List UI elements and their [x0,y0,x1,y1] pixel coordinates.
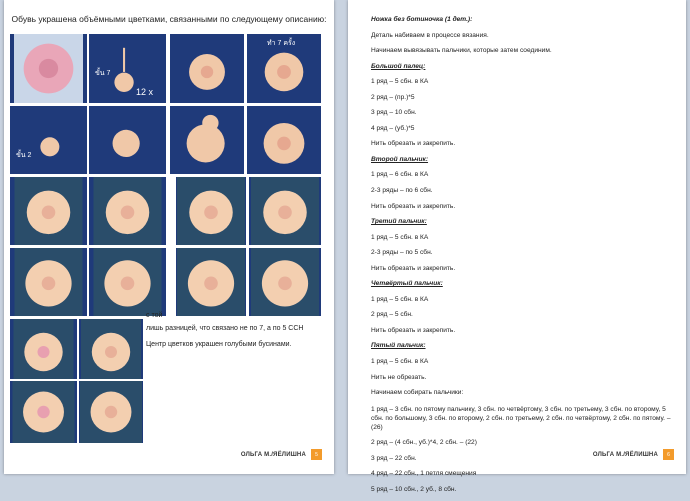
instructions-text [371,16,679,501]
section-heading: Второй пальчик: [371,155,429,163]
crochet-photo-15 [176,248,246,316]
instruction-line: 1 ряд – 5 сбн. в КА [371,78,429,86]
crochet-photo-18 [79,319,143,379]
instruction-line: 1 ряд – 5 сбн. в КА [371,358,429,366]
crochet-photo-7 [170,106,244,174]
instruction-line: 2 ряд – (пр.)*5 [371,93,415,101]
crochet-photo-9 [10,177,87,245]
photo-label: ทำ 7 ครั้ง [267,40,296,47]
photo-label: ขั้น 2 [16,152,32,159]
instruction-line: Нить обрезать и закрепить. [371,140,456,148]
instruction-line: 2 ряд – 5 сбн. [371,311,413,319]
instruction-line: 3 ряд – 10 сбн. [371,109,417,117]
instruction-line: 2-3 ряды – по 6 сбн. [371,187,433,195]
instruction-line: 4 ряд – 22 сбн., 1 петля смещения [371,470,477,478]
crochet-photo-12 [249,177,321,245]
instruction-line: 3 ряд – 22 сбн. [371,454,417,462]
crochet-photo-17 [10,319,77,379]
crochet-photo-13 [10,248,87,316]
crochet-photo-6 [89,106,166,174]
instruction-line: Начинаем вывязывать пальчики, которые затем соединим. [371,47,552,55]
crochet-photo-16 [249,248,321,316]
crochet-photo-2 [89,34,166,103]
instruction-line: 1 ряд – 3 сбн. по пятому пальчику, 3 сбн. по четвёртому, 3 сбн. по третьему, 3 сбн. по второму, 5 сбн. по большому, 3 сбн. по второму, 2 сбн. по третьему, 2 сбн. по четвёртому, 2 сбн. по пятому. – (26) [371,405,671,431]
photo-label: 12 x [136,87,154,97]
crochet-photo-3 [170,34,244,103]
crochet-photo-19 [10,381,77,443]
instruction-line: Нить не обрезать. [371,373,427,381]
instructions-title: Ножка без ботиночка (1 дет.): [371,16,473,23]
instruction-line: Деталь набиваем в процессе вязания. [371,31,489,39]
instruction-line: 2 ряд – (4 сбн., уб.)*4, 2 сбн. – (22) [371,439,477,447]
page-number-badge: 5 [311,449,322,460]
instruction-line: 2-3 ряды – по 5 сбн. [371,249,433,257]
left-page [4,0,334,474]
crochet-photo-5 [10,106,87,174]
instruction-line: Нить обрезать и закрепить. [371,202,456,210]
section-heading: Пятый пальчик: [371,342,426,350]
page-number-badge: 6 [663,449,674,460]
section-heading: Третий пальчик: [371,218,427,226]
instruction-line: Нить обрезать и закрепить. [371,326,456,334]
crochet-photo-11 [176,177,246,245]
instruction-line: 1 ряд – 5 сбн. в КА [371,233,429,241]
caption-line: Центр цветков украшен голубыми бусинами. [146,341,292,348]
instruction-line: 4 ряд – (уб.)*5 [371,124,415,132]
crochet-photo-1 [10,34,87,103]
right-page [348,0,686,493]
crochet-photo-14 [89,248,166,316]
caption-fragment: с той [146,312,163,319]
crochet-photo-20 [79,381,143,443]
crochet-photo-4 [247,34,321,103]
page-footer [241,449,322,460]
instruction-line: 5 ряд – 10 сбн., 2 уб., 8 сбн. [371,485,457,493]
crochet-photo-8 [247,106,321,174]
crochet-photo-10 [89,177,166,245]
author-name: ОЛЬГА М./ЯЁЛИШНА [240,451,306,458]
left-page-heading: Обувь украшена объёмными цветками, связанными по следующему описанию: [11,14,327,24]
instruction-line: 1 ряд – 6 сбн. в КА [371,171,429,179]
author-name: ОЛЬГА М./ЯЁЛИШНА [592,451,658,458]
section-heading: Четвёртый пальчик: [371,280,443,288]
section-heading: Большой палец: [371,62,426,70]
page-footer [593,449,674,460]
instruction-line: Начинаем собирать пальчики: [371,389,464,397]
instruction-line: Нить обрезать и закрепить. [371,264,456,272]
instruction-line: 1 ряд – 5 сбн. в КА [371,295,429,303]
photo-label: ขั้น 7 [95,70,111,77]
caption-line: лишь разницей, что связано не по 7, а по 5 ССН [146,325,304,332]
